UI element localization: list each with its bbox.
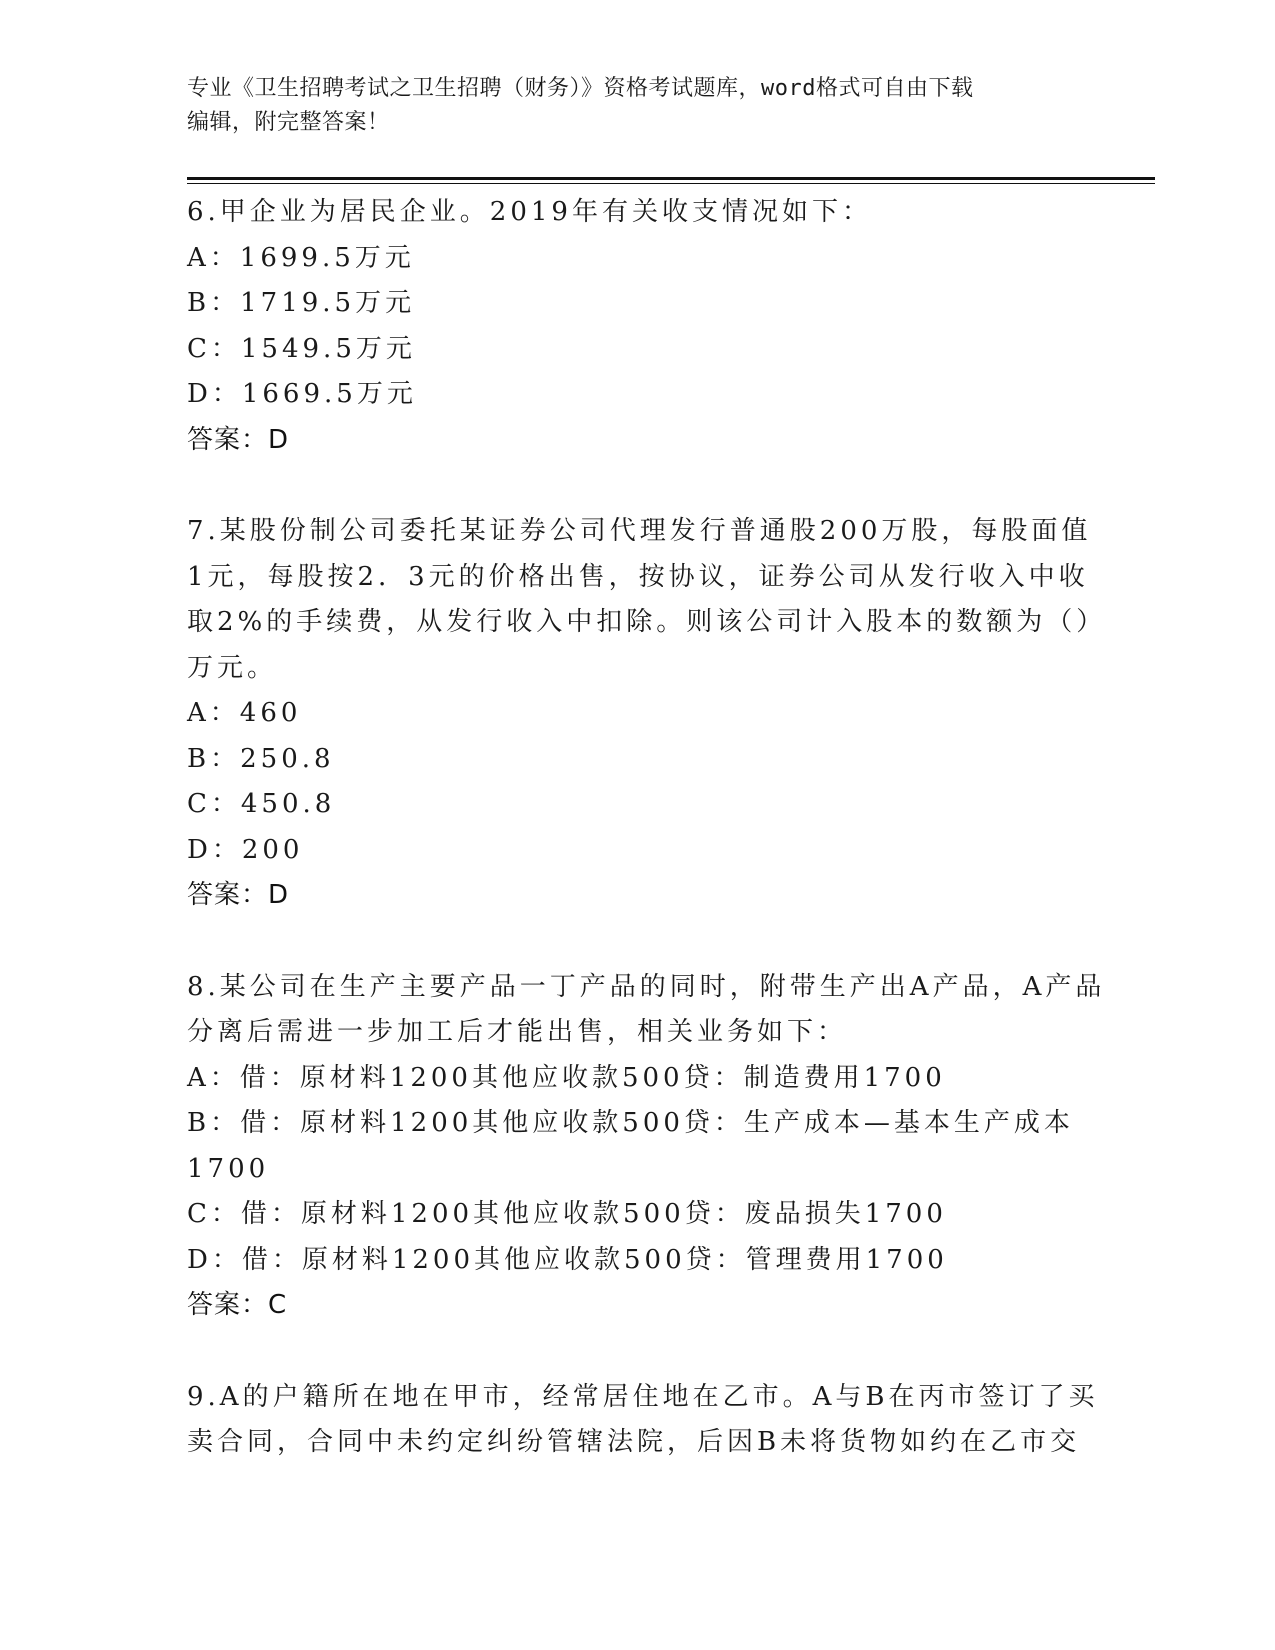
option-c: C：1549.5万元 xyxy=(187,333,416,364)
option-c: C：450.8 xyxy=(187,789,336,819)
question-stem-line: 9.A的户籍所在地在甲市，经常居住地在乙市。A与B在丙市签订了买 xyxy=(187,1381,1099,1412)
header-line-2: 编辑，附完整答案！ xyxy=(187,110,390,135)
option-d: D：1669.5万元 xyxy=(187,379,417,409)
answer-line: 答案：C xyxy=(187,1290,288,1320)
question-8 xyxy=(187,965,1106,1329)
option-b: B：250.8 xyxy=(187,743,335,774)
option-a: A：借：原材料1200其他应收款500贷：制造费用1700 xyxy=(187,1062,946,1093)
question-list xyxy=(187,190,1107,1512)
question-stem-line: 分离后需进一步加工后才能出售，相关业务如下： xyxy=(187,1017,848,1047)
document-header xyxy=(187,72,1067,140)
answer-line: 答案：D xyxy=(187,880,290,910)
option-a: A：460 xyxy=(187,698,302,728)
header-divider-thick xyxy=(187,177,1155,180)
option-d: D：借：原材料1200其他应收款500贷：管理费用1700 xyxy=(187,1244,948,1275)
option-b-continued: 1700 xyxy=(187,1153,270,1184)
question-stem-line: 卖合同，合同中未约定纠纷管辖法院，后因B未将货物如约在乙市交 xyxy=(187,1427,1081,1457)
question-stem-line: 1元，每股按2．3元的价格出售，按协议，证券公司从发行收入中收 xyxy=(187,561,1089,592)
question-6 xyxy=(187,190,1087,463)
option-b: B：借：原材料1200其他应收款500贷：生产成本—基本生产成本 xyxy=(187,1108,1074,1138)
header-divider-thin xyxy=(187,183,1155,184)
question-stem-line: 7.某股份制公司委托某证券公司代理发行普通股200万股，每股面值 xyxy=(187,516,1092,546)
option-d: D：200 xyxy=(187,834,304,865)
question-stem-line: 6.甲企业为居民企业。2019年有关收支情况如下： xyxy=(187,197,872,227)
option-a: A：1699.5万元 xyxy=(187,242,415,273)
question-stem-line: 万元。 xyxy=(187,652,278,683)
question-9 xyxy=(187,1375,1099,1466)
question-stem-line: 取2%的手续费，从发行收入中扣除。则该公司计入股本的数额为（） xyxy=(187,607,1107,637)
question-7 xyxy=(187,509,1107,919)
answer-line: 答案：D xyxy=(187,424,290,455)
header-line-1: 专业《卫生招聘考试之卫生招聘（财务）》资格考试题库，word格式可自由下载 xyxy=(187,76,974,101)
option-b: B：1719.5万元 xyxy=(187,288,416,318)
option-c: C：借：原材料1200其他应收款500贷：废品损失1700 xyxy=(187,1199,947,1229)
question-stem-line: 8.某公司在生产主要产品一丁产品的同时，附带生产出A产品，A产品 xyxy=(187,971,1106,1002)
